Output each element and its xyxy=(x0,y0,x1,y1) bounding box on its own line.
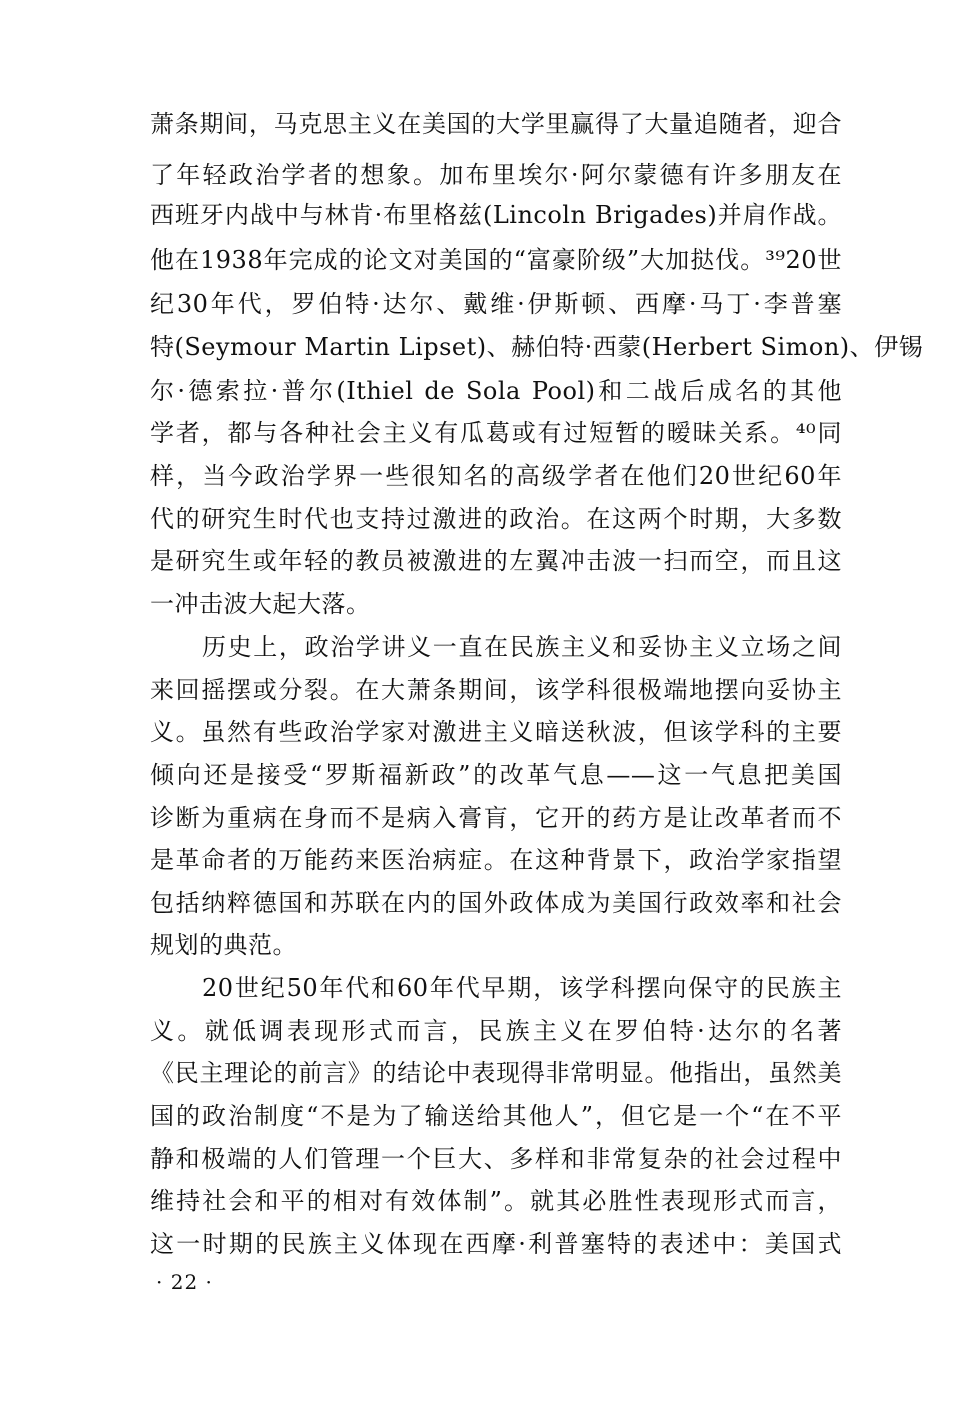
text-line: 义。就低调表现形式而言，民族主义在罗伯特·达尔的名著 xyxy=(150,1017,842,1045)
text-line: 国的政治制度“不是为了输送给其他人”，但它是一个“在不平 xyxy=(150,1102,842,1130)
text-line: 尔·德索拉·普尔(Ithiel de Sola Pool)和二战后成名的其他 xyxy=(150,377,842,405)
text-line: 这一时期的民族主义体现在西摩·利普塞特的表述中：美国式 xyxy=(150,1230,842,1258)
text-line: 特(Seymour Martin Lipset)、赫伯特·西蒙(Herbert Simon)、伊锡 xyxy=(150,333,924,361)
text-line: 规划的典范。 xyxy=(150,931,297,959)
text-line: 是研究生或年轻的教员被激进的左翼冲击波一扫而空，而且这 xyxy=(150,547,842,575)
text-line: 20世纪50年代和60年代早期，该学科摆向保守的民族主 xyxy=(202,974,842,1002)
text-line: 《民主理论的前言》的结论中表现得非常明显。他指出，虽然美 xyxy=(150,1059,842,1087)
text-line: 来回摇摆或分裂。在大萧条期间，该学科很极端地摆向妥协主 xyxy=(150,676,842,704)
text-line: 维持社会和平的相对有效体制”。就其必胜性表现形式而言， xyxy=(150,1187,842,1215)
text-line: 样，当今政治学界一些很知名的高级学者在他们20世纪60年 xyxy=(150,462,842,490)
text-line: 义。虽然有些政治学家对激进主义暗送秋波，但该学科的主要 xyxy=(150,718,842,746)
text-line: 是革命者的万能药来医治病症。在这种背景下，政治学家指望 xyxy=(150,846,842,874)
text-line: 一冲击波大起大落。 xyxy=(150,590,371,618)
text-line: 了年轻政治学者的想象。加布里埃尔·阿尔蒙德有许多朋友在 xyxy=(150,161,842,189)
text-line: 学者，都与各种社会主义有瓜葛或有过短暂的暧昧关系。⁴⁰同 xyxy=(150,419,842,447)
text-line: 静和极端的人们管理一个巨大、多样和非常复杂的社会过程中 xyxy=(150,1145,842,1173)
text-line: 萧条期间，马克思主义在美国的大学里赢得了大量追随者，迎合 xyxy=(150,110,842,138)
text-line: 包括纳粹德国和苏联在内的国外政体成为美国行政效率和社会 xyxy=(150,889,842,917)
text-line: 诊断为重病在身而不是病入膏肓，它开的药方是让改革者而不 xyxy=(150,804,842,832)
text-line: 代的研究生时代也支持过激进的政治。在这两个时期，大多数 xyxy=(150,505,842,533)
text-line: 倾向还是接受“罗斯福新政”的改革气息——这一气息把美国 xyxy=(150,761,842,789)
text-line: 历史上，政治学讲义一直在民族主义和妥协主义立场之间 xyxy=(202,633,842,661)
text-line: 他在1938年完成的论文对美国的“富豪阶级”大加挞伐。³⁹20世 xyxy=(150,246,842,274)
page-number: · 22 · xyxy=(156,1270,213,1294)
text-line: 纪30年代，罗伯特·达尔、戴维·伊斯顿、西摩·马丁·李普塞 xyxy=(150,290,842,318)
text-line: 西班牙内战中与林肯·布里格兹(Lincoln Brigades)并肩作战。 xyxy=(150,201,842,229)
